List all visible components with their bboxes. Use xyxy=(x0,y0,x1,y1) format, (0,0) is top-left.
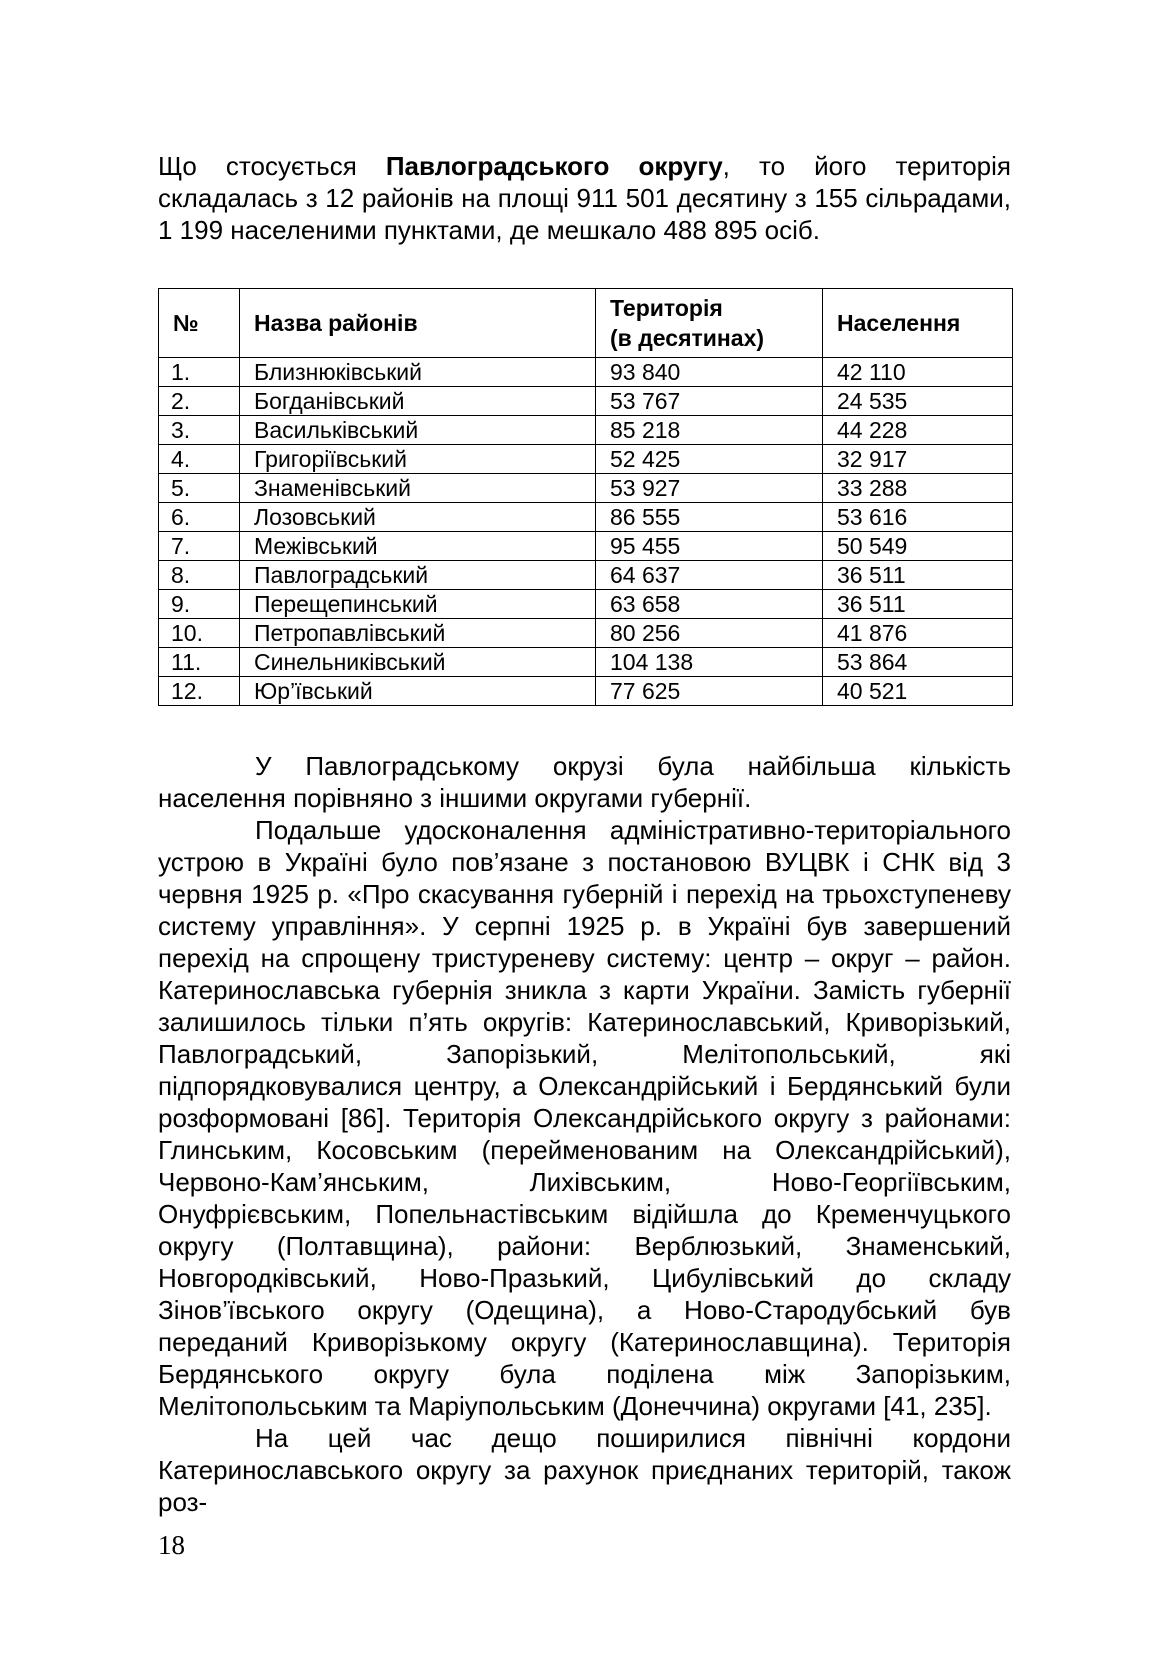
intro-suffix: , то його територія складалась з 12 районів на площі 911 501 десятину з 155 сільрадами, 1 199 населеними пунктами, де мешкало 488 895 осіб. xyxy=(158,151,1011,245)
cell-name: Григоріївський xyxy=(240,445,596,474)
header-territory xyxy=(596,289,823,358)
page-number: 18 xyxy=(158,1530,185,1560)
cell-num: 1. xyxy=(159,358,240,387)
cell-territory: 77 625 xyxy=(596,677,823,706)
cell-population: 32 917 xyxy=(823,445,1013,474)
cell-name: Богданівський xyxy=(240,387,596,416)
cell-name: Юр’ївський xyxy=(240,677,596,706)
cell-num: 3. xyxy=(159,416,240,445)
cell-num: 7. xyxy=(159,532,240,561)
cell-population: 41 876 xyxy=(823,619,1013,648)
intro-paragraph xyxy=(158,150,1011,246)
cell-population: 36 511 xyxy=(823,590,1013,619)
cell-population: 53 616 xyxy=(823,503,1013,532)
cell-num: 5. xyxy=(159,474,240,503)
cell-num: 6. xyxy=(159,503,240,532)
cell-num: 4. xyxy=(159,445,240,474)
table-row xyxy=(159,619,1013,648)
cell-territory: 63 658 xyxy=(596,590,823,619)
intro-text xyxy=(158,150,1011,246)
body-text xyxy=(158,750,1011,1518)
table-row xyxy=(159,445,1013,474)
header-territory-line1: Територія xyxy=(610,295,723,321)
header-name: Назва районів xyxy=(240,289,596,358)
cell-territory: 93 840 xyxy=(596,358,823,387)
cell-num: 10. xyxy=(159,619,240,648)
cell-name: Близнюківський xyxy=(240,358,596,387)
cell-name: Васильківський xyxy=(240,416,596,445)
header-population: Населення xyxy=(823,289,1013,358)
cell-population: 40 521 xyxy=(823,677,1013,706)
cell-name: Межівський xyxy=(240,532,596,561)
cell-territory: 95 455 xyxy=(596,532,823,561)
header-territory-line2: (в десятинах) xyxy=(610,325,765,351)
cell-num: 2. xyxy=(159,387,240,416)
cell-name: Петропавлівський xyxy=(240,619,596,648)
table-row xyxy=(159,561,1013,590)
cell-population: 42 110 xyxy=(823,358,1013,387)
cell-num: 9. xyxy=(159,590,240,619)
cell-territory: 64 637 xyxy=(596,561,823,590)
intro-prefix: Що стосується xyxy=(158,151,386,181)
header-num: № xyxy=(159,289,240,358)
cell-num: 8. xyxy=(159,561,240,590)
cell-territory: 53 767 xyxy=(596,387,823,416)
paragraph-3: На цей час дещо поширилися північні кордони Катеринославського округу за рахунок приєднаних територій, також роз- xyxy=(158,1423,1011,1517)
table-row xyxy=(159,358,1013,387)
cell-territory: 104 138 xyxy=(596,648,823,677)
cell-population: 53 864 xyxy=(823,648,1013,677)
table-header-row xyxy=(159,289,1013,358)
districts-table xyxy=(158,288,1013,706)
table-row xyxy=(159,532,1013,561)
cell-name: Знаменівський xyxy=(240,474,596,503)
cell-population: 44 228 xyxy=(823,416,1013,445)
cell-population: 24 535 xyxy=(823,387,1013,416)
cell-name: Павлоградський xyxy=(240,561,596,590)
cell-population: 33 288 xyxy=(823,474,1013,503)
paragraph-1: У Павлоградському окрузі була найбільша кількість населення порівняно з іншими округами губернії. xyxy=(158,751,1011,813)
cell-territory: 85 218 xyxy=(596,416,823,445)
intro-bold-okrug: Павлоградського округу xyxy=(385,151,723,181)
cell-population: 36 511 xyxy=(823,561,1013,590)
cell-name: Лозовський xyxy=(240,503,596,532)
table-row xyxy=(159,474,1013,503)
cell-num: 12. xyxy=(159,677,240,706)
cell-num: 11. xyxy=(159,648,240,677)
table-row xyxy=(159,416,1013,445)
cell-population: 50 549 xyxy=(823,532,1013,561)
cell-name: Синельниківський xyxy=(240,648,596,677)
cell-name: Перещепинський xyxy=(240,590,596,619)
cell-territory: 52 425 xyxy=(596,445,823,474)
table-row xyxy=(159,648,1013,677)
table-row xyxy=(159,503,1013,532)
cell-territory: 53 927 xyxy=(596,474,823,503)
cell-territory: 86 555 xyxy=(596,503,823,532)
table-row xyxy=(159,590,1013,619)
paragraph-2: Подальше удосконалення адміністративно-територіального устрою в Україні було пов’язане з постановою ВУЦВК і СНК від 3 червня 1925 р. «Про скасування губерній і перехід на трьохступеневу систему управління». У серпні 1925 р. в Україні був завершений перехід на спрощену тристуреневу систему: центр – округ – район. Катеринославська губернія зникла з карти України. Замість губернії залишилось тільки п’ять округів: Катеринославський, Криворізький, Павлоградський, Запорізький, Мелітопольський, які підпорядковувалися центру, а Олександрійський і Бердянський були розформовані [86]. Територія Олександрійського округу з районами: Глинським, Косовським (перейменованим на Олександрійський), Червоно-Кам’янським, Лихівським, Ново-Георгіївським, Онуфрієвським, Попельнастівським відійшла до Кременчуцького округу (Полтавщина), райони: Верблюзький, Знаменський, Новгородківський, Ново-Празький, Цибулівський до складу Зінов’ївського округу (Одещина), а Ново-Стародубський був переданий Криворізькому округу (Катеринославщина). Територія Бердянського округу була поділена між Запорізьким, Мелітопольським та Маріупольським (Донеччина) округами [41, 235]. xyxy=(158,815,1011,1421)
table-row xyxy=(159,677,1013,706)
table-row xyxy=(159,387,1013,416)
cell-territory: 80 256 xyxy=(596,619,823,648)
